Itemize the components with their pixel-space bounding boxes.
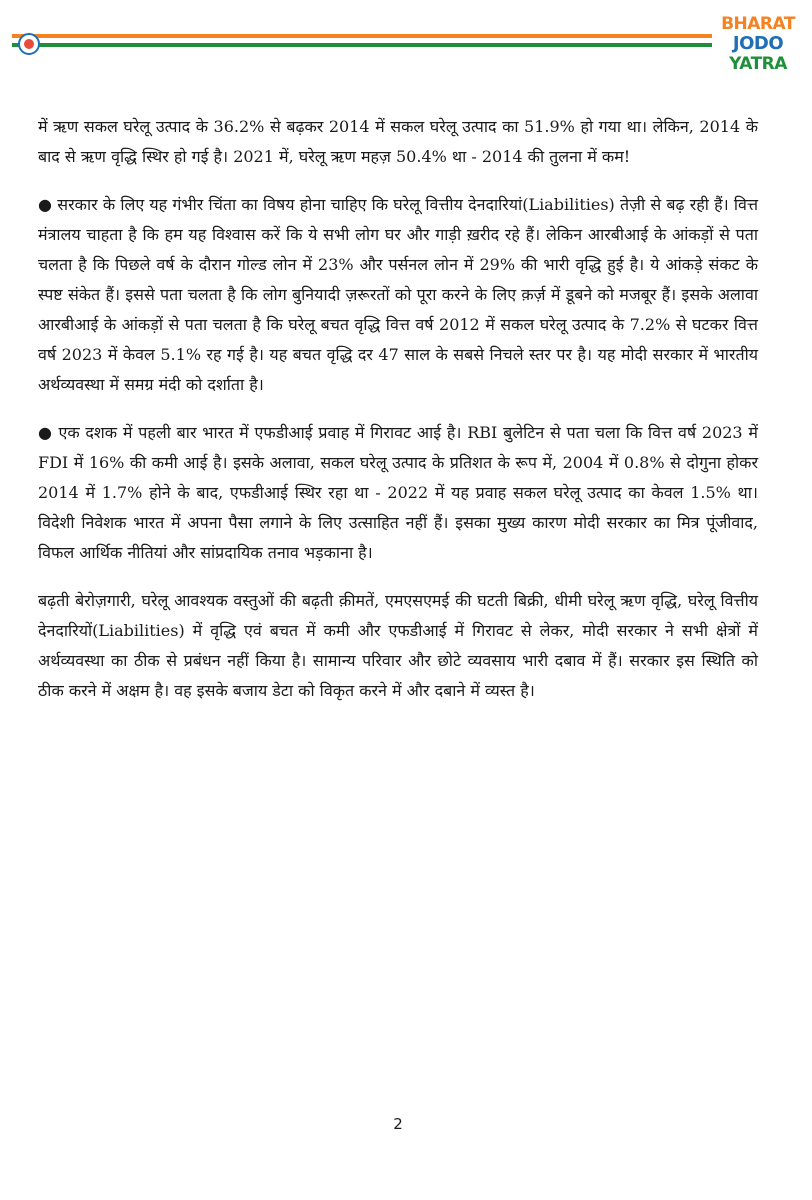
document-body <box>38 112 758 724</box>
bharat-jodo-yatra-logo <box>712 14 804 80</box>
paragraph-household-liabilities: ● सरकार के लिए यह गंभीर चिंता का विषय होना चाहिए कि घरेलू वित्तीय देनदारियां(Liabilities) तेज़ी से बढ़ रही हैं। वित्त मंत्रालय चाहता है कि हम यह विश्वास करें कि ये सभी लोग घर और गाड़ी ख़रीद रहे हैं। लेकिन आरबीआई के आंकड़ों से पता चलता है कि पिछले वर्ष के दौरान गोल्ड लोन में 23% और पर्सनल लोन में 29% की भारी वृद्धि हुई है। ये आंकड़े संकट के स्पष्ट संकेत हैं। इससे पता चलता है कि लोग बुनियादी ज़रूरतों को पूरा करने के लिए क़र्ज़ में डूबने को मजबूर हैं। इसके अलावा आरबीआई के आंकड़ों से पता चलता है कि घरेलू बचत वृद्धि वित्त वर्ष 2012 में सकल घरेलू उत्पाद के 7.2% से घटकर वित्त वर्ष 2023 में केवल 5.1% रह गई है। यह बचत वृद्धि दर 47 साल के सबसे निचले स्तर पर है। यह मोदी सरकार में भारतीय अर्थव्यवस्था में समग्र मंदी को दर्शाता है। <box>38 195 758 394</box>
paragraph-debt-growth: में ऋण सकल घरेलू उत्पाद के 36.2% से बढ़कर 2014 में सकल घरेलू उत्पाद का 51.9% हो गया था। लेकिन, 2014 के बाद से ऋण वृद्धि स्थिर हो गई है। 2021 में, घरेलू ऋण महज़ 50.4% था - 2014 की तुलना में कम! <box>38 117 758 166</box>
logo-word-jodo: JODO <box>732 33 784 54</box>
green-stripe <box>12 43 712 47</box>
paragraph-conclusion: बढ़ती बेरोज़गारी, घरेलू आवश्यक वस्तुओं की बढ़ती क़ीमतें, एमएसएमई की घटती बिक्री, धीमी घरेलू ऋण वृद्धि, घरेलू वित्तीय देनदारियों(Liabilities) में वृद्धि एवं बचत में कमी और एफडीआई में गिरावट से लेकर, मोदी सरकार ने सभी क्षेत्रों में अर्थव्यवस्था का ठीक से प्रबंधन नहीं किया है। सामान्य परिवार और छोटे व्यवसाय भारी दबाव में हैं। सरकार इस स्थिति को ठीक करने में अक्षम है। वह इसके बजाय डेटा को विकृत करने में और दबाने में व्यस्त है। <box>38 591 758 700</box>
logo-word-yatra: YATRA <box>729 54 787 74</box>
saffron-stripe <box>12 34 712 38</box>
page-number: 2 <box>393 1115 403 1133</box>
logo-word-bharat: BHARAT <box>721 14 795 34</box>
tricolor-header-stripe <box>12 34 712 50</box>
party-emblem-icon <box>18 33 40 55</box>
paragraph-fdi-decline: ● एक दशक में पहली बार भारत में एफडीआई प्रवाह में गिरावट आई है। RBI बुलेटिन से पता चला कि वित्त वर्ष 2023 में FDI में 16% की कमी आई है। इसके अलावा, सकल घरेलू उत्पाद के प्रतिशत के रूप में, 2004 में 0.8% से दोगुना होकर 2014 में 1.7% होने के बाद, एफडीआई स्थिर रहा था - 2022 में यह प्रवाह सकल घरेलू उत्पाद का केवल 1.5% था। विदेशी निवेशक भारत में अपना पैसा लगाने के लिए उत्साहित नहीं हैं। इसका मुख्य कारण मोदी सरकार का मित्र पूंजीवाद, विफल आर्थिक नीतियां और सांप्रदायिक तनाव भड़काना है। <box>38 423 758 562</box>
